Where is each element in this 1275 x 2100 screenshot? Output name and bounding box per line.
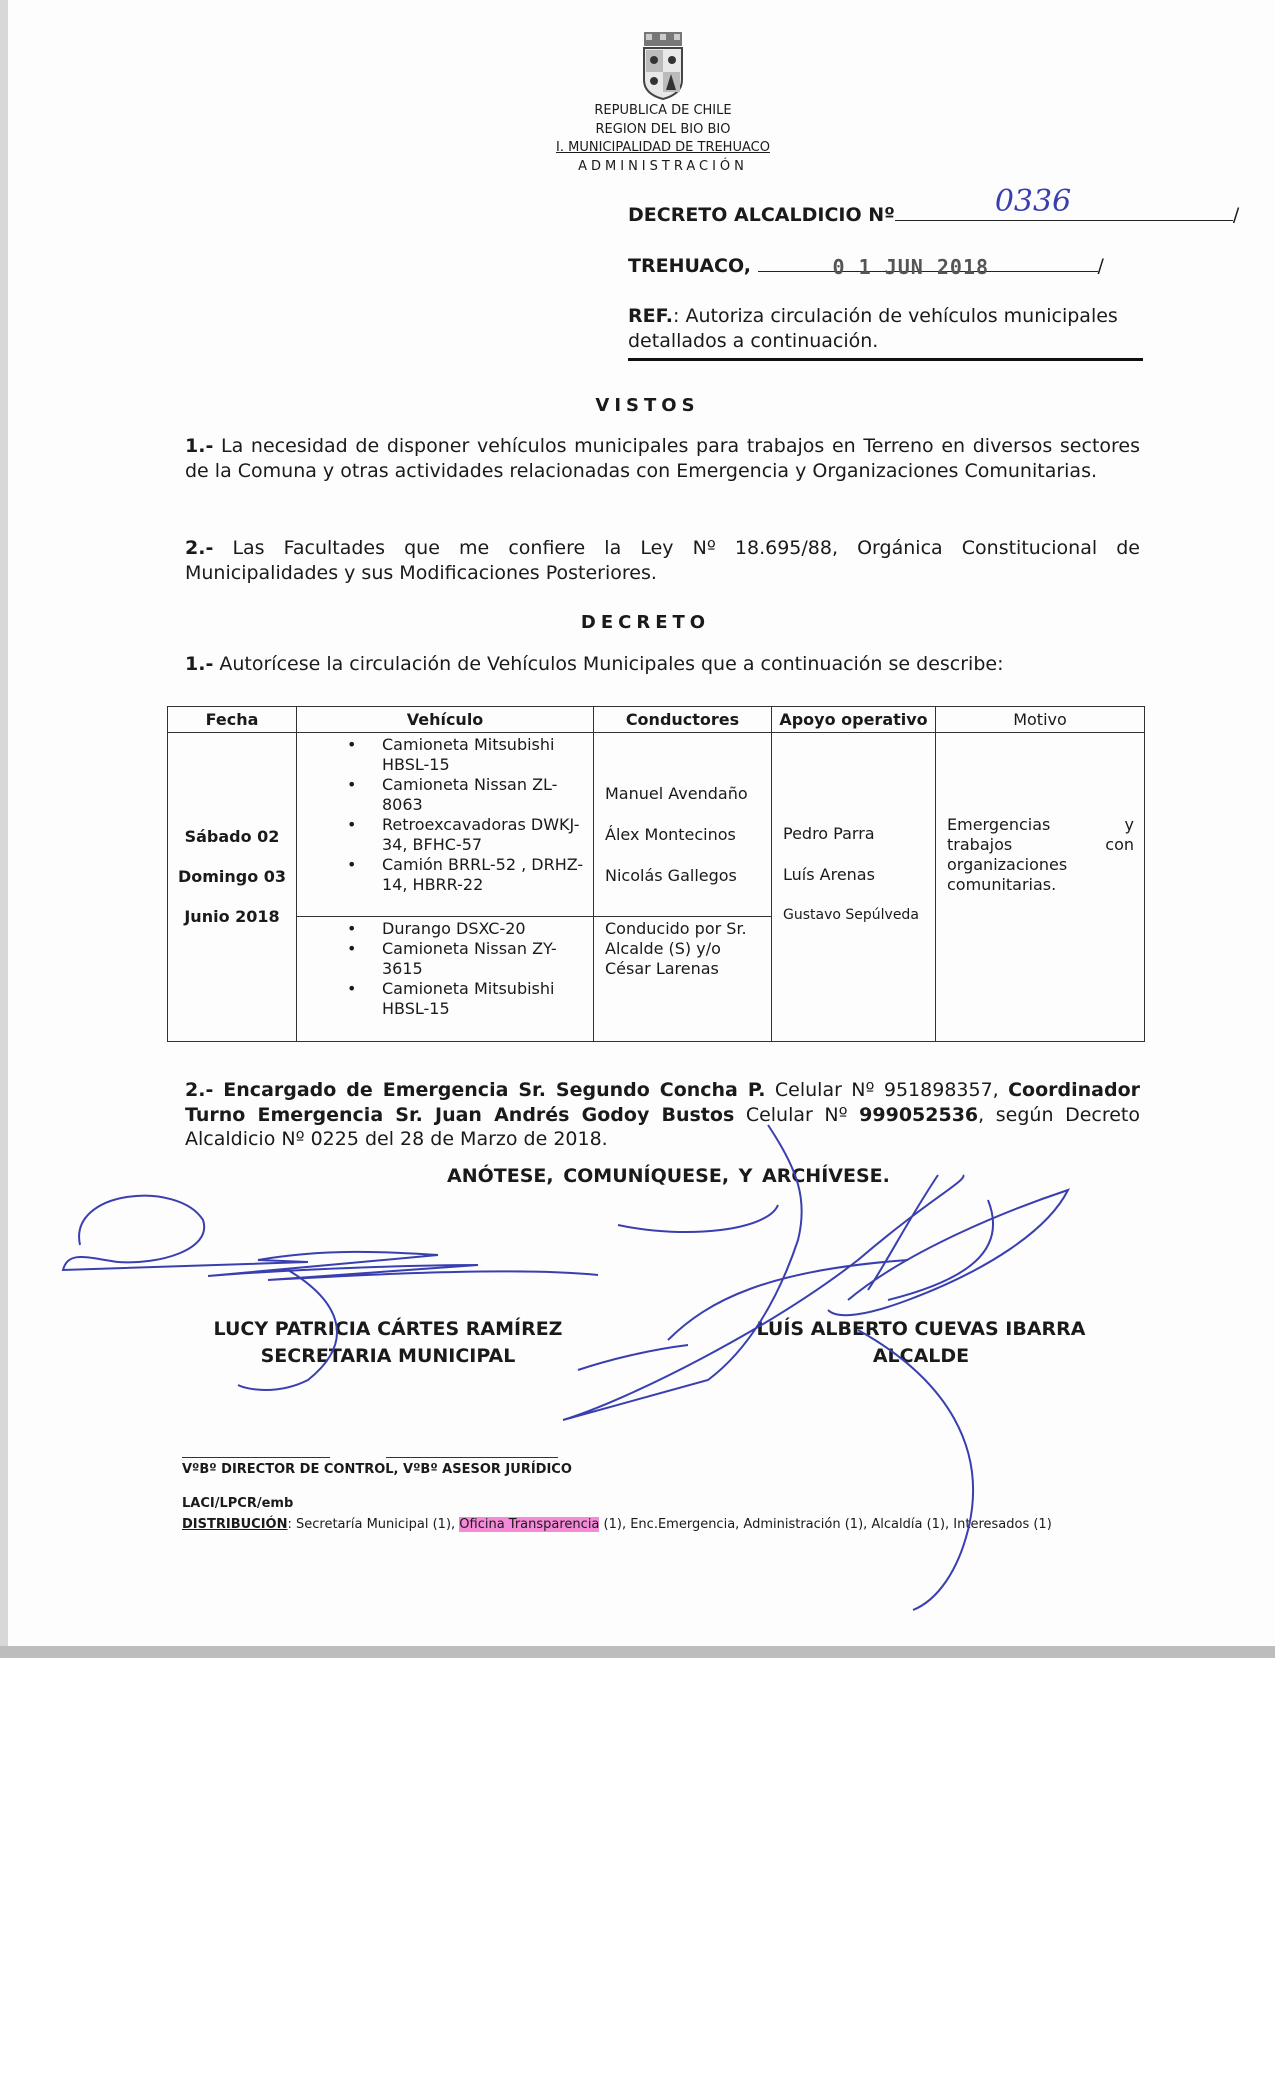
decree-number-label: DECRETO ALCALDICIO Nº xyxy=(628,204,895,226)
emergency-coordinator: Coordinador Turno Emergencia Sr. Juan Andrés Godoy Bustos xyxy=(185,1079,1141,1126)
date-stamp: 0 1 JUN 2018 xyxy=(832,255,990,279)
vehicle-table xyxy=(167,706,1145,1042)
decreto-item-1 xyxy=(185,652,1140,677)
item-number: 1.- xyxy=(185,653,214,675)
signer-name: LUÍS ALBERTO CUEVAS IBARRA xyxy=(756,1318,1086,1340)
motivo-cell: Emergencias y trabajos con organizaciones comunitarias. xyxy=(936,733,1145,1042)
signature-line-juridico xyxy=(386,1457,558,1458)
distribution-text: : Secretaría Municipal (1), xyxy=(287,1517,460,1532)
scan-edge xyxy=(0,1646,1275,1658)
letterhead xyxy=(463,102,863,176)
decreto-title: DECRETO xyxy=(580,612,711,633)
reference xyxy=(628,304,1143,361)
item-text: Celular Nº xyxy=(734,1103,860,1126)
item-number: 2.- xyxy=(185,1079,214,1101)
decreto-item-2 xyxy=(185,1078,1140,1152)
apoyo-cell xyxy=(772,733,936,1042)
vehicles-cell xyxy=(297,733,594,917)
table-row xyxy=(168,733,1145,917)
driver-name: Álex Montecinos xyxy=(605,825,736,844)
signature-line-control xyxy=(182,1457,330,1458)
distribution-text: (1), Enc.Emergencia, Administración (1), Alcaldía (1), Interesados (1) xyxy=(599,1517,1052,1532)
driver-name: Nicolás Gallegos xyxy=(605,866,737,885)
letterhead-line: REPUBLICA DE CHILE xyxy=(594,103,732,118)
signer-title: SECRETARIA MUNICIPAL xyxy=(260,1345,516,1367)
item-text: La necesidad de disponer vehículos municipales para trabajos en Terreno en diversos sectores de la Comuna y otras actividades relacionadas con Emergencia y Organizaciones Comunitarias. xyxy=(185,435,1140,482)
initials: LACI/LPCR/emb xyxy=(182,1496,294,1511)
vistos-item-2 xyxy=(185,536,1140,585)
list-item: • Camioneta Nissan ZL-8063 xyxy=(297,775,593,815)
vistos-item-1 xyxy=(185,434,1140,483)
list-item: • Camioneta Mitsubishi HBSL-15 xyxy=(297,735,593,775)
letterhead-line: I. MUNICIPALIDAD DE TREHUACO xyxy=(556,140,770,155)
col-header-fecha: Fecha xyxy=(168,707,297,733)
municipal-crest-logo xyxy=(640,32,686,100)
list-item: • Durango DSXC-20 xyxy=(297,919,593,939)
list-item: • Camioneta Nissan ZY-3615 xyxy=(297,939,593,979)
list-item: • Retroexcavadoras DWKJ-34, BFHC-57 xyxy=(297,815,593,855)
fecha-line: Junio 2018 xyxy=(184,907,280,926)
item-number: 2.- xyxy=(185,537,214,559)
vistos-title: VISTOS xyxy=(595,395,700,416)
ref-text: : Autoriza circulación de vehículos municipales detallados a continuación. xyxy=(628,305,1118,352)
signature-block-mayor xyxy=(721,1316,1121,1370)
fecha-cell xyxy=(168,733,297,1042)
place-label: TREHUACO, xyxy=(628,255,751,277)
col-header-apoyo: Apoyo operativo xyxy=(772,707,936,733)
item-text: Las Facultades que me confiere la Ley Nº 18.695/88, Orgánica Constitucional de Municipalidades y sus Modificaciones Posteriores. xyxy=(185,537,1140,584)
fecha-line: Sábado 02 xyxy=(184,827,280,846)
item-number: 1.- xyxy=(185,435,214,457)
decree-number-row: DECRETO ALCALDICIO Nº 0336 / xyxy=(628,184,1240,226)
col-header-vehiculo: Vehículo xyxy=(297,707,594,733)
closing-formula: ANÓTESE, COMUNÍQUESE, Y ARCHÍVESE. xyxy=(447,1165,890,1187)
col-header-conductores: Conductores xyxy=(594,707,772,733)
place-date-row: TREHUACO, 0 1 JUN 2018 / xyxy=(628,255,1104,279)
col-header-motivo: Motivo xyxy=(936,707,1145,733)
highlighted-recipient: Oficina Transparencia xyxy=(459,1517,600,1532)
item-text: Autorícese la circulación de Vehículos Municipales que a continuación se describe: xyxy=(213,653,1004,675)
distribution-label: DISTRIBUCIÓN xyxy=(182,1517,288,1532)
emergency-manager: Encargado de Emergencia Sr. Segundo Concha P. xyxy=(213,1079,766,1101)
item-text: , según Decreto Alcaldicio Nº 0225 del 28 de Marzo de 2018. xyxy=(185,1103,1140,1150)
list-item: • Camioneta Mitsubishi HBSL-15 xyxy=(297,979,593,1019)
ref-label: REF. xyxy=(628,305,674,327)
support-name: Pedro Parra xyxy=(783,824,875,843)
support-name: Gustavo Sepúlveda xyxy=(783,907,919,923)
item-text: Celular Nº 951898357, xyxy=(765,1079,1009,1101)
drivers-cell xyxy=(594,733,772,917)
distribution xyxy=(182,1517,1052,1532)
coordinator-phone: 999052536 xyxy=(859,1103,979,1126)
driver-name: Manuel Avendaño xyxy=(605,784,748,803)
vehicles-cell xyxy=(297,917,594,1042)
vobo-label: VºBº DIRECTOR DE CONTROL, VºBº ASESOR JURÍDICO xyxy=(182,1462,572,1477)
letterhead-department: ADMINISTRACIÓN xyxy=(578,158,748,174)
list-item: • Camión BRRL-52 , DRHZ-14, HBRR-22 xyxy=(297,855,593,895)
drivers-cell: Conducido por Sr. Alcalde (S) y/o César Larenas xyxy=(594,917,772,1042)
signature-block-secretary xyxy=(188,1316,588,1370)
signer-name: LUCY PATRICIA CÁRTES RAMÍREZ xyxy=(213,1318,563,1340)
table-header-row xyxy=(168,707,1145,733)
signer-title: ALCALDE xyxy=(872,1345,970,1367)
letterhead-line: REGION DEL BIO BIO xyxy=(595,121,731,137)
fecha-line: Domingo 03 xyxy=(177,867,287,886)
decree-number-handwritten: 0336 xyxy=(994,184,1072,219)
support-name: Luís Arenas xyxy=(783,865,875,884)
